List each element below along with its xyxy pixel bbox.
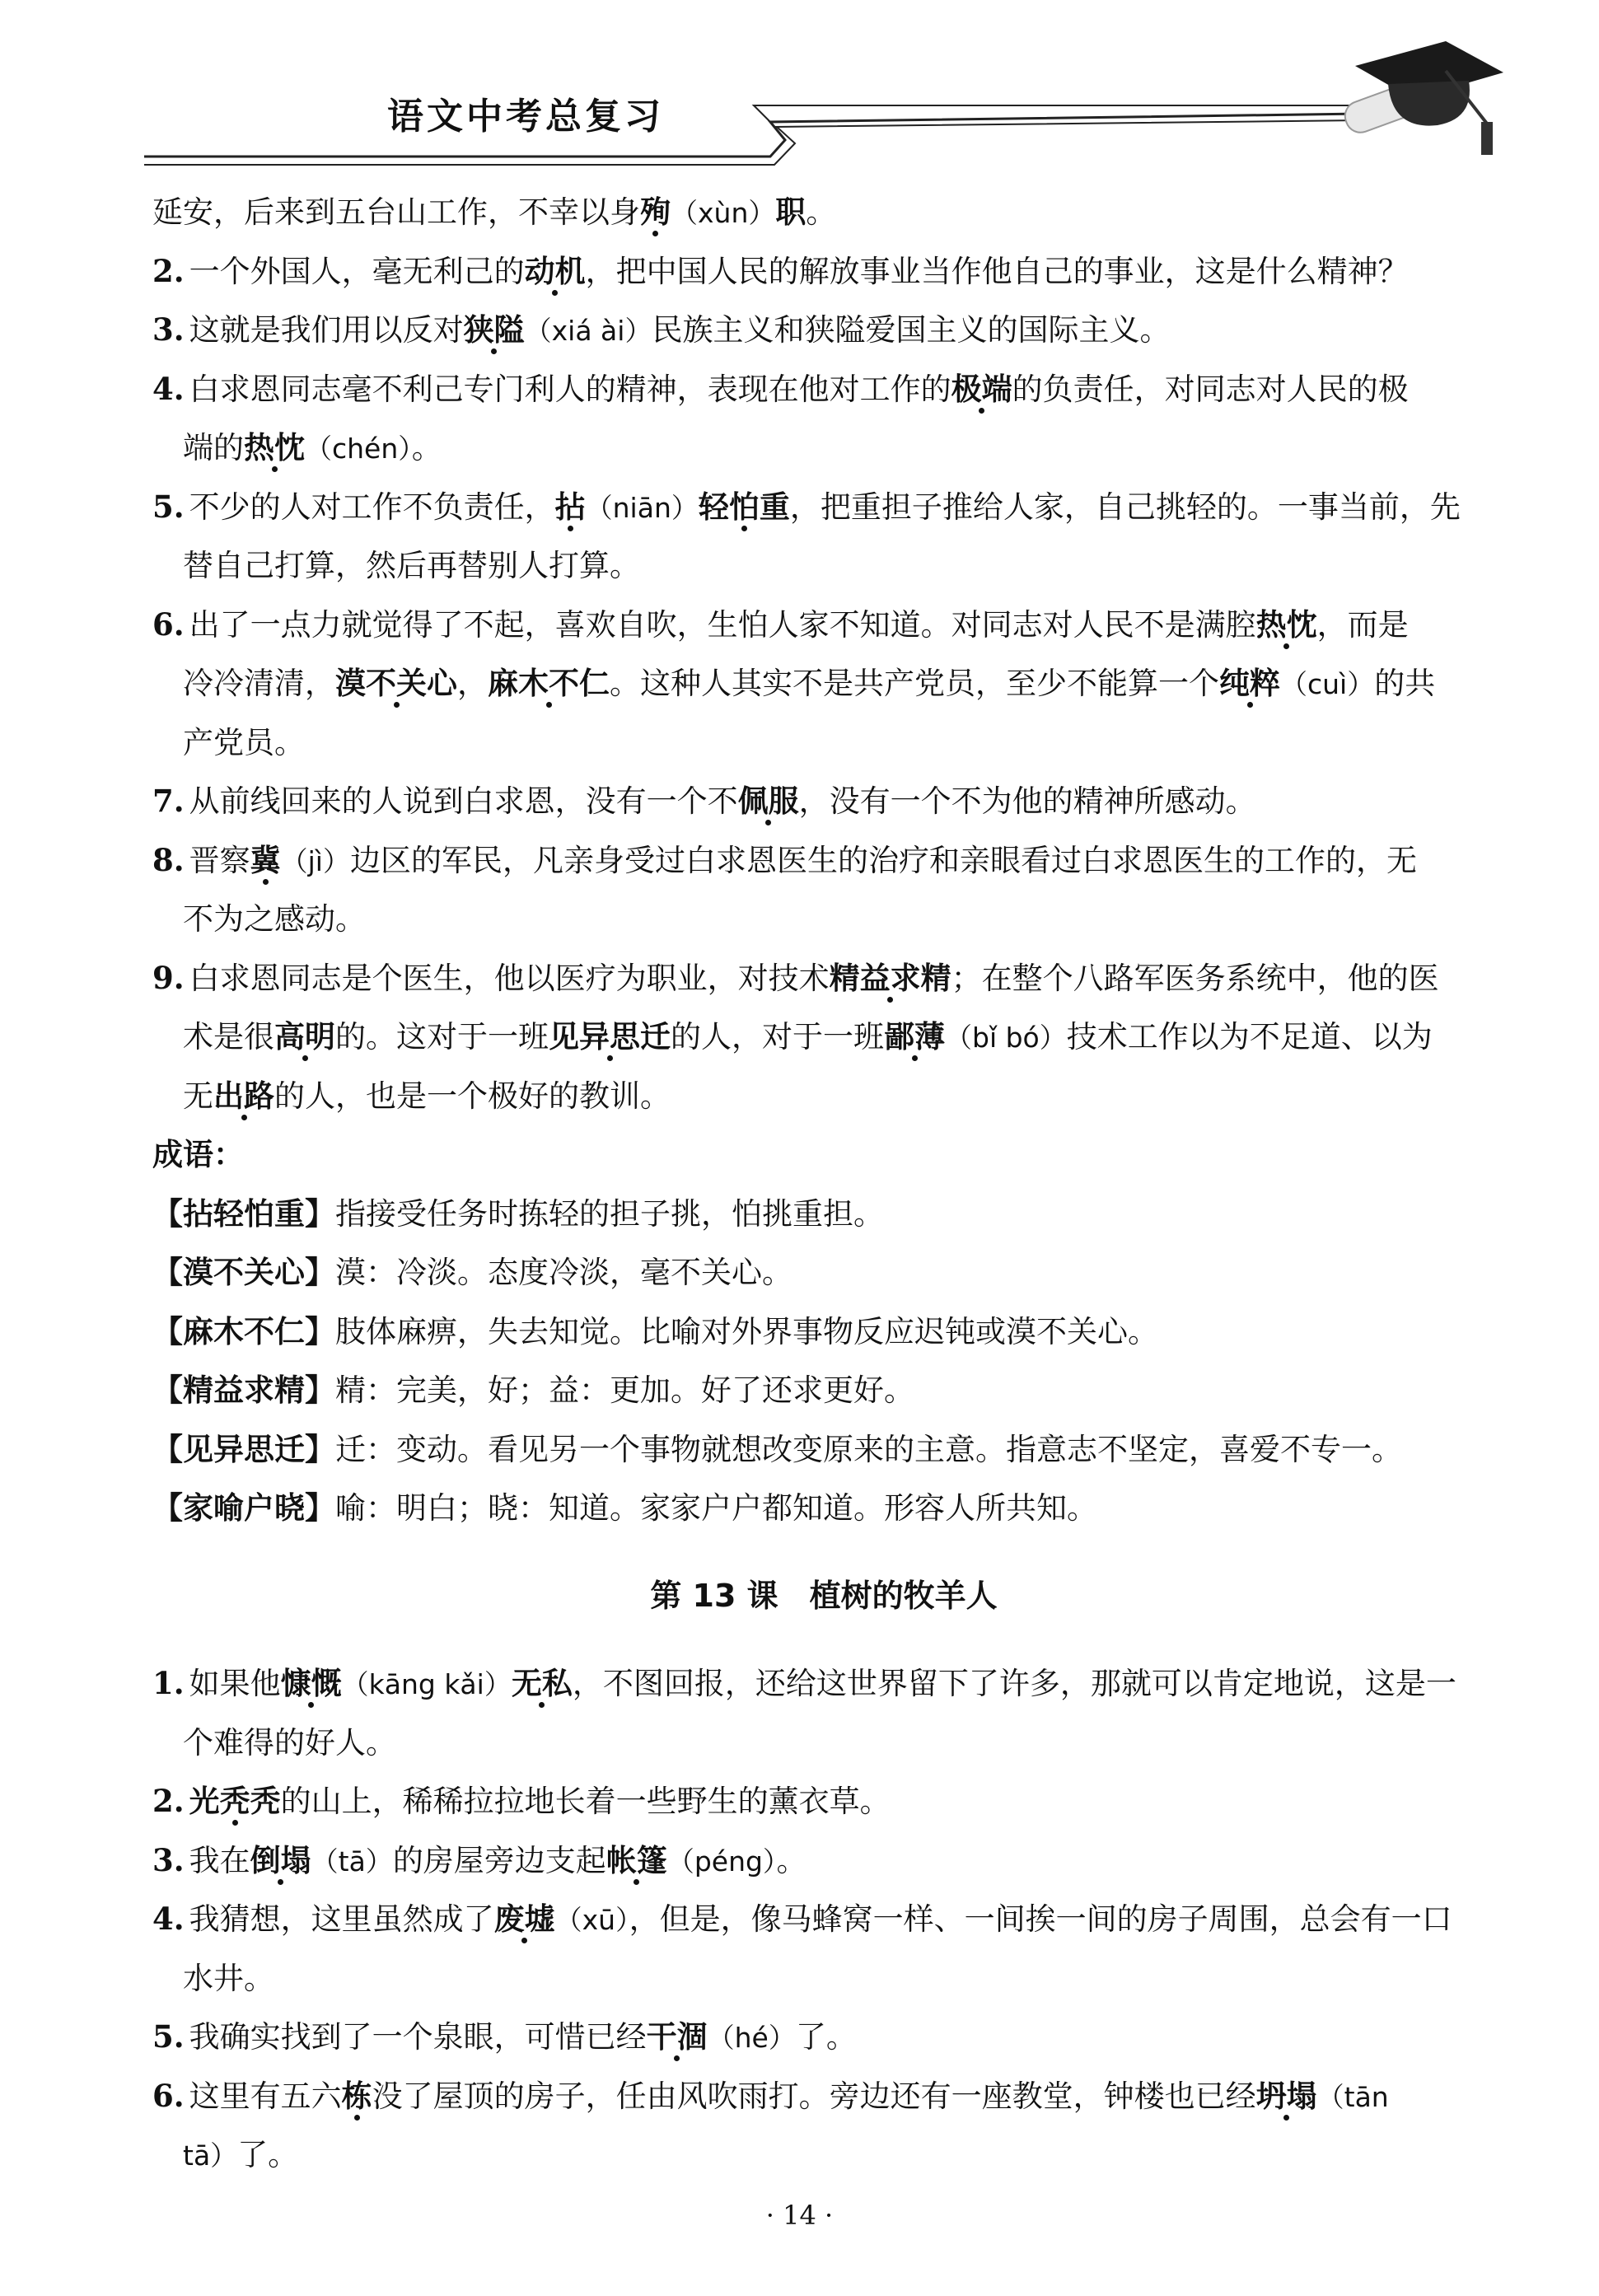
sentence-line [152,949,1495,1008]
dotted-term: 坍塌 [1255,2078,1317,2114]
idiom-term: 【见异思迁】 [152,1431,335,1467]
pinyin: （péng） [666,1845,777,1877]
sentence-line [152,2008,1495,2067]
item-number: 4. [152,1901,185,1937]
text-segment: ，把中国人民的解放事业当作他自己的事业，这是什么精神？ [585,253,1409,289]
text-segment: 边区的军民，凡亲身受过白求恩医生的治疗和亲眼看过白求恩医生的工作的，无 [349,842,1417,878]
lesson12-sentences [152,242,1495,1126]
item-number: 3. [152,1841,185,1878]
text-segment: 的人，也是一个极好的教训。 [274,1078,671,1114]
item-number: 2. [152,252,185,289]
pinyin: （cuì） [1280,668,1375,700]
dotted-term: 见异思迁 [549,1019,671,1054]
dotted-term: 无私 [511,1666,573,1701]
text-segment: 术是很 [183,1019,274,1054]
dotted-term: 漠不关心 [335,666,457,701]
text-segment: ，但是，像马蜂窝一样、一间挨一间的房子周围，总会有一口 [629,1901,1452,1937]
sentence-line [152,1008,1495,1067]
page-number: · 14 · [765,2200,834,2231]
text-segment: 了。 [795,2019,857,2055]
text-segment: 冷冷清清， [183,666,335,701]
dotted-term: 慷慨 [280,1666,342,1701]
pinyin: （niān） [585,491,699,524]
text-segment: 端的 [183,430,244,465]
text-segment: 不少的人对工作不负责任， [189,489,555,525]
text-segment: 。 [776,1842,807,1878]
idioms-heading: 成语： [152,1137,244,1172]
sentence-line [152,1890,1495,1949]
dotted-term: 精益求精 [829,960,951,996]
text-segment: 没了屋顶的房子，任由风吹雨打。旁边还有一座教堂，钟楼也已经 [372,2078,1256,2114]
idiom-definition: 迁：变动。看见另一个事物就想改变原来的主意。指意志不坚定，喜爱不专一。 [335,1431,1402,1467]
text-segment: 的山上，稀稀拉拉地长着一些野生的薰衣草。 [280,1784,891,1819]
sentence-line [152,478,1495,537]
sentence-line [152,360,1495,419]
sentence-line [152,2067,1495,2126]
dotted-term: 拈 [554,489,586,525]
item-number: 8. [152,841,185,878]
pinyin: （kāng kǎi） [341,1668,512,1700]
dotted-term: 冀 [250,842,281,878]
sentence-line [152,1654,1495,1714]
text-segment: 民族主义和狭隘爱国主义的国际主义。 [652,312,1171,348]
idiom-term: 【家喻户晓】 [152,1490,335,1526]
dotted-term: 废墟 [493,1901,555,1937]
bold-term: 职 [775,194,807,230]
item-number: 6. [152,2077,185,2114]
idiom-term: 【麻木不仁】 [152,1313,335,1349]
dotted-term: 殉 [640,194,671,230]
dotted-term: 出路 [213,1078,274,1114]
text-segment: 如果他 [189,1666,281,1701]
text-segment: 个难得的好人。 [183,1724,396,1761]
sentence-line [152,1831,1495,1891]
item-number: 3. [152,311,185,348]
text-segment: 我猜想，这里虽然成了 [189,1901,494,1937]
text-segment: 。 [411,430,442,465]
idiom-definition: 精：完美，好；益：更加。好了还求更好。 [335,1372,914,1408]
pinyin: （tā） [311,1845,393,1877]
text-segment: 无 [183,1078,213,1114]
sentence-line [152,2125,1495,2185]
pinyin: （jì） [280,844,350,877]
idiom-entry [152,1479,1495,1538]
idiom-term: 【精益求精】 [152,1372,335,1408]
idiom-definition: 漠：冷淡。态度冷淡，毫不关心。 [335,1255,792,1290]
lesson-title: 第 13 课 植树的牧羊人 [650,1577,998,1614]
dotted-term: 狭隘 [463,312,525,348]
item-number: 5. [152,2018,185,2055]
sentence-line [152,890,1495,949]
text-segment: 晋察 [189,842,250,878]
dotted-term: 干涸 [646,2019,708,2055]
pinyin: （hé） [707,2022,796,2054]
idiom-entry [152,1302,1495,1362]
pinyin: （chén） [305,433,412,465]
text-segment: 出了一点力就觉得了不起，喜欢自吹，生怕人家不知道。对同志对人民不是满腔 [189,606,1256,643]
dotted-term: 栋 [341,2078,372,2114]
pinyin: （xiá ài） [524,315,652,347]
item-number: 5. [152,488,185,525]
text-segment: 延安，后来到五台山工作，不幸以身 [152,194,640,230]
text-segment: ，不图回报，还给这世界留下了许多，那就可以肯定地说，这是一 [572,1666,1456,1701]
dotted-term: 纯粹 [1219,666,1280,701]
text-segment: 产党员。 [183,724,305,760]
sentence-line [152,596,1495,655]
sentence-line [152,1772,1495,1831]
text-segment: 的人，对于一班 [671,1019,884,1054]
sentence-line [152,831,1495,891]
text-segment: 的。这对于一班 [335,1019,549,1054]
item-number: 7. [152,783,185,819]
text-segment: 不为之感动。 [183,901,366,937]
text-segment: 的负责任，对同志对人民的极 [1012,371,1409,407]
dotted-term: 鄙薄 [884,1019,945,1054]
text-segment: 的房屋旁边支起 [392,1842,606,1878]
idiom-entry [152,1361,1495,1420]
text-segment: 了。 [237,2137,299,2172]
text-segment: ， [457,666,488,701]
idiom-entry [152,1420,1495,1480]
sentence-line [152,772,1495,831]
dotted-term: 光秃秃 [189,1784,281,1819]
text-segment: 的共 [1374,666,1436,701]
idiom-term: 【漠不关心】 [152,1255,335,1290]
idiom-list [152,1185,1495,1538]
text-segment: 替自己打算，然后再替别人打算。 [183,548,640,583]
dotted-term: 极端 [951,371,1012,407]
graduation-cap-icon [1322,33,1512,173]
text-segment: ，没有一个不为他的精神所感动。 [798,783,1256,819]
dotted-term: 麻木不仁 [488,666,610,701]
text-segment: 技术工作以为不足道、以为 [1066,1019,1433,1054]
dotted-term: 动机 [524,253,586,289]
lesson13-sentences [152,1654,1495,2185]
text-segment: 白求恩同志毫不利己专门利人的精神，表现在他对工作的 [189,371,951,407]
item-number: 9. [152,959,185,996]
dotted-term: 高明 [274,1019,335,1054]
idiom-definition: 指接受任务时拣轻的担子挑，怕挑重担。 [335,1195,884,1232]
sentence-line [152,1714,1495,1773]
dotted-term: 热忱 [244,430,305,465]
text-segment: 从前线回来的人说到白求恩，没有一个不 [189,783,738,819]
text-segment: 水井。 [183,1960,274,1996]
item-number: 1. [152,1665,185,1701]
sentence-line [152,301,1495,360]
sentence-line [152,536,1495,596]
pinyin: （xū） [554,1904,629,1936]
idiom-definition: 喻：明白；晓：知道。家家户户都知道。形容人所共知。 [335,1490,1097,1526]
pinyin: （bǐ bó） [945,1022,1067,1054]
sentence-line [152,1949,1495,2008]
text-segment: 我确实找到了一个泉眼，可惜已经 [189,2019,647,2055]
continuation-line [152,183,1495,242]
text-segment: 白求恩同志是个医生，他以医疗为职业，对技术 [189,960,830,996]
sentence-line [152,419,1495,478]
text-segment: 我在 [189,1842,250,1878]
text-segment: 这里有五六 [189,2078,342,2114]
content [152,183,1495,2185]
idiom-entry [152,1185,1495,1244]
sentence-line [152,242,1495,302]
idiom-entry [152,1243,1495,1302]
pinyin: tā） [183,2139,238,2172]
dotted-term: 帐篷 [605,1842,667,1878]
sentence-line [152,713,1495,773]
text-segment: ；在整个八路军医务系统中，他的医 [951,960,1439,996]
dotted-term: 热忱 [1255,606,1317,643]
item-number: 4. [152,370,185,407]
item-number: 2. [152,1783,185,1819]
dotted-term: 佩服 [737,783,799,819]
header-rule [144,97,1363,171]
text-segment: ，把重担子推给人家，自己挑轻的。一事当前，先 [789,489,1461,525]
dotted-term: 轻怕重 [698,489,790,525]
sentence-line [152,654,1495,713]
text-segment: 这就是我们用以反对 [189,312,464,348]
text-segment: 。这种人其实不是共产党员，至少不能算一个 [610,666,1219,701]
sentence-line [152,1067,1495,1126]
dotted-term: 倒塌 [250,1842,311,1878]
text-segment: 一个外国人，毫无利己的 [189,253,525,289]
idiom-term: 【拈轻怕重】 [152,1195,335,1232]
idiom-definition: 肢体麻痹，失去知觉。比喻对外界事物反应迟钝或漠不关心。 [335,1313,1158,1349]
pinyin: （xùn） [671,197,776,229]
text-segment: 。 [806,194,837,230]
pinyin: （tān [1316,2080,1389,2113]
text-segment: ，而是 [1316,606,1409,643]
header-title: 语文中考总复习 [387,96,664,138]
item-number: 6. [152,606,185,643]
